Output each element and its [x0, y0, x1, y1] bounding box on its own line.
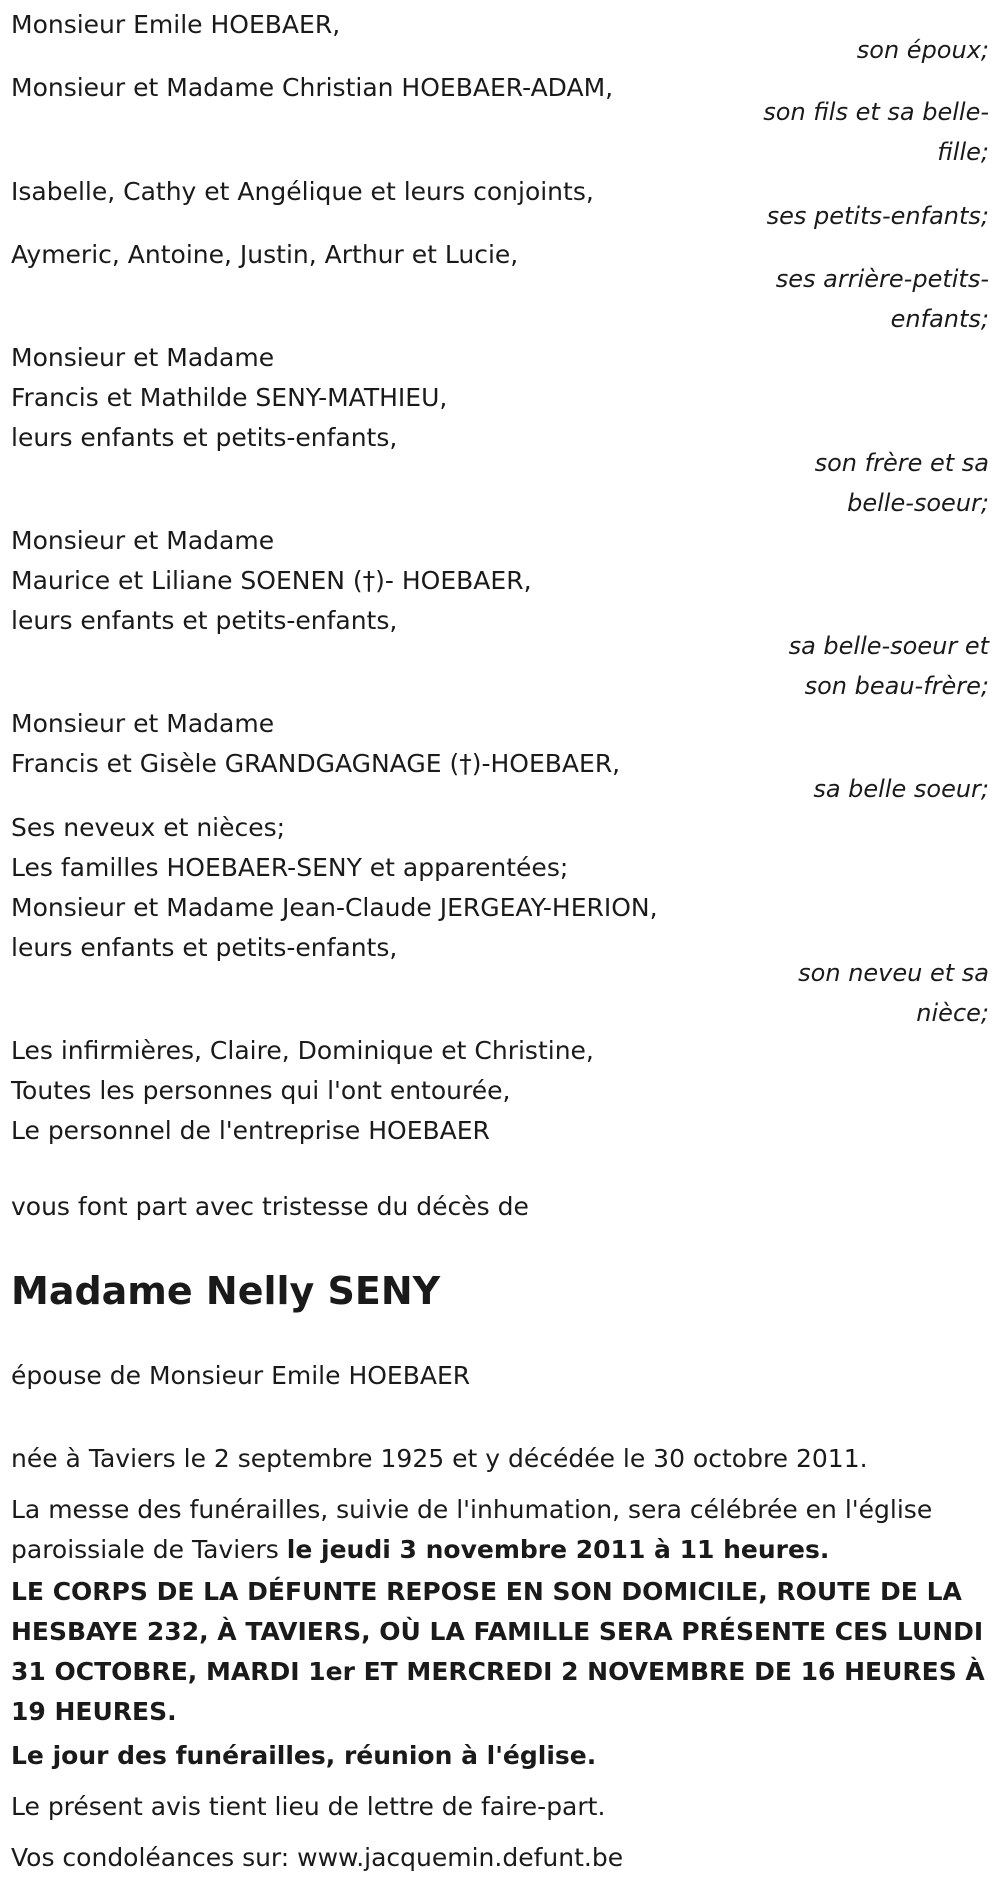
- family-line: Les infirmières, Claire, Dominique et Christine,: [11, 1036, 594, 1065]
- relation-label: enfants;: [890, 305, 989, 333]
- family-line: Aymeric, Antoine, Justin, Arthur et Lucie,: [11, 240, 519, 269]
- family-line: Monsieur et Madame: [11, 343, 275, 372]
- condolences-line: Vos condoléances sur: www.jacquemin.defunt.be: [11, 1843, 624, 1872]
- family-line: Isabelle, Cathy et Angélique et leurs conjoints,: [11, 177, 594, 206]
- family-line: Toutes les personnes qui l'ont entourée,: [11, 1076, 511, 1105]
- family-line: Monsieur Emile HOEBAER,: [11, 10, 341, 39]
- meeting-line: Le jour des funérailles, réunion à l'église.: [11, 1741, 597, 1770]
- family-line: leurs enfants et petits-enfants,: [11, 606, 398, 635]
- family-line: leurs enfants et petits-enfants,: [11, 933, 398, 962]
- announcement-text: vous font part avec tristesse du décès de: [11, 1192, 529, 1221]
- relation-label: son neveu et sa: [798, 959, 989, 987]
- family-line: Maurice et Liliane SOENEN (†)- HOEBAER,: [11, 566, 532, 595]
- mass-date: le jeudi 3 novembre 2011 à 11 heures.: [286, 1535, 830, 1564]
- relation-label: fille;: [937, 138, 989, 166]
- family-line: Monsieur et Madame: [11, 526, 275, 555]
- mass-text: La messe des funérailles, suivie de l'inhumation, sera célébrée en l'église paroissiale de Taviers: [11, 1495, 933, 1564]
- relation-label: son fils et sa belle-: [763, 98, 989, 126]
- relation-label: son époux;: [856, 36, 989, 64]
- relation-label: nièce;: [916, 999, 989, 1027]
- relation-label: son beau-frère;: [804, 672, 989, 700]
- spouse-line: épouse de Monsieur Emile HOEBAER: [11, 1361, 471, 1390]
- deceased-name: Madame Nelly SENY: [11, 1269, 441, 1313]
- family-line: Les familles HOEBAER-SENY et apparentées;: [11, 853, 569, 882]
- relation-label: son frère et sa: [814, 449, 989, 477]
- family-line: leurs enfants et petits-enfants,: [11, 423, 398, 452]
- visitation-paragraph: LE CORPS DE LA DÉFUNTE REPOSE EN SON DOMICILE, ROUTE DE LA HESBAYE 232, À TAVIERS, OÙ LA FAMILLE SERA PRÉSENTE CES LUNDI 31 OCTOBRE, MARDI 1er ET MERCREDI 2 NOVEMBRE DE 16 HEURES À 19 HEURES.: [11, 1577, 985, 1726]
- family-line: Monsieur et Madame Christian HOEBAER-ADAM,: [11, 73, 614, 102]
- mass-paragraph: [11, 1490, 991, 1570]
- family-line: Monsieur et Madame: [11, 709, 275, 738]
- relation-label: sa belle-soeur et: [788, 632, 989, 660]
- relation-label: ses petits-enfants;: [766, 202, 989, 230]
- family-line: Le personnel de l'entreprise HOEBAER: [11, 1116, 490, 1145]
- relation-label: belle-soeur;: [847, 489, 989, 517]
- relation-label: ses arrière-petits-: [775, 265, 989, 293]
- family-line: Francis et Gisèle GRANDGAGNAGE (†)-HOEBAER,: [11, 749, 621, 778]
- family-line: Ses neveux et nièces;: [11, 813, 286, 842]
- family-line: Francis et Mathilde SENY-MATHIEU,: [11, 383, 448, 412]
- birth-death-line: née à Taviers le 2 septembre 1925 et y décédée le 30 octobre 2011.: [11, 1444, 868, 1473]
- notice-note: Le présent avis tient lieu de lettre de faire-part.: [11, 1792, 606, 1821]
- relation-label: sa belle soeur;: [813, 775, 989, 803]
- family-line: Monsieur et Madame Jean-Claude JERGEAY-HERION,: [11, 893, 658, 922]
